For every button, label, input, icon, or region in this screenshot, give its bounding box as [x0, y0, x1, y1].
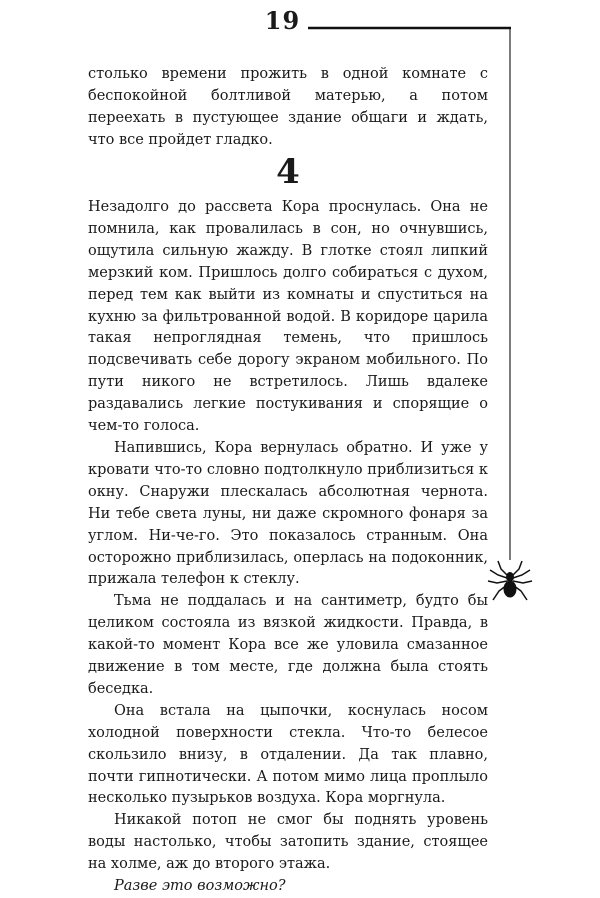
page-number: 19: [264, 6, 301, 35]
italic-paragraph: Разве это возможно?: [114, 878, 286, 895]
chapter-body: [88, 197, 488, 898]
continuation-text: [88, 64, 488, 152]
paragraph-2: Напившись, Кора вернулась обратно. И уже у кровати что-то словно подтолкнуло приблизиться к окну. Снаружи плескалась абсолютная чернота. Ни тебе света луны, ни даже скромного фонаря за углом. Ни-че-го. Это показалось странным. Она осторожно приблизилась, оперлась на подоконник, прижала телефон к стеклу.: [88, 439, 488, 588]
chapter-number: 4: [276, 152, 300, 192]
paragraph-5: Никакой потоп не смог бы поднять уровень воды настолько, чтобы затопить здание, стоящее на холме, аж до второго этажа.: [88, 812, 488, 873]
continuation-paragraph: столько времени прожить в одной комнате с беспокойной болтливой матерью, а потом переехать в пустующее здание общаги и ждать, что все пройдет гладко.: [88, 66, 488, 148]
spider-icon: [488, 561, 532, 600]
paragraph-1: Незадолго до рассвета Кора проснулась. Она не помнила, как провалилась в сон, но очнувшись, ощутила сильную жажду. В глотке стоял липкий мерзкий ком. Пришлось долго собираться с духом, перед тем как выйти из комнаты и спуститься на кухню за фильтрованной водой. В коридоре царила такая непроглядная темень, что пришлось подсвечивать себе дорогу экраном мобильного. По пути никого не встретилось. Лишь вдалеке раздавались легкие постукивания и спорящие о чем-то голоса.: [88, 199, 488, 435]
paragraph-3: Тьма не поддалась и на сантиметр, будто бы целиком состояла из вязкой жидкости. Правда, в какой-то момент Кора все же уловила смазанное движение в том месте, где должна была стоять беседка.: [88, 593, 488, 697]
paragraph-4: Она встала на цыпочки, коснулась носом холодной поверхности стекла. Что-то белесое скользило внизу, в отдалении. Да так плавно, почти гипнотически. А потом мимо лица проплыло несколько пузырьков воздуха. Кора моргнула.: [88, 702, 488, 807]
